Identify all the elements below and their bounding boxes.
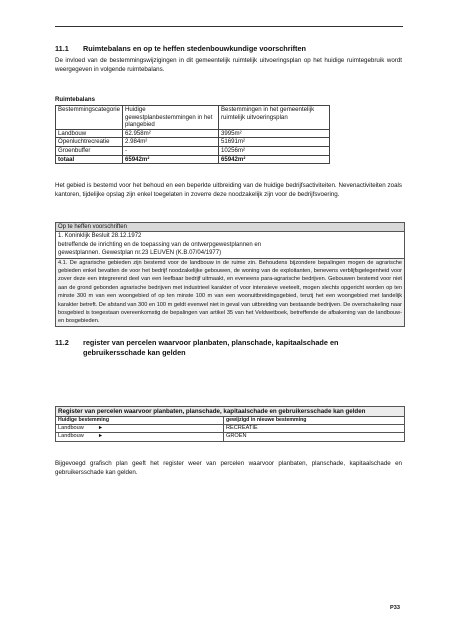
table-cell: totaal <box>56 155 123 164</box>
register-subheader <box>56 417 404 425</box>
col-right-header: gewijzigd in nieuwe bestemming <box>226 417 307 423</box>
register-box <box>55 406 405 442</box>
section-number: 11.2 <box>55 338 69 347</box>
table-row <box>56 129 330 138</box>
ruimtebalans-label: Ruimtebalans <box>55 96 95 103</box>
table-cell: Openluchtrecreatie <box>56 138 123 147</box>
to-cell: GROEN <box>226 433 247 440</box>
voorschriften-source <box>56 232 404 258</box>
voorschriften-box <box>55 222 405 327</box>
table-row <box>56 146 330 155</box>
source-line: betreffende de inrichting en de toepassing van de ontwerpgewestplannen en <box>58 241 262 248</box>
intro-paragraph: De invloed van de bestemmingswijzigingen in dit gemeentelijk ruimtelijk uitvoeringsplan op het huidige ruimtegebruik wordt weergegeven in volgende ruimtebalans. <box>55 57 402 73</box>
source-line: gewestplannen. Gewestplan nr.23 LEUVEN (K.B.07/04/1977) <box>58 250 222 257</box>
register-paragraph: Bijgevoegd grafisch plan geeft het register weer van percelen waarvoor planbaten, planschade, kapitaalschade en gebruikersschade kan gelden. <box>55 460 402 476</box>
table-cell: 51691m² <box>218 138 329 147</box>
table-cell: 10256m² <box>218 146 329 155</box>
from-cell <box>56 425 224 432</box>
source-line: 1. Koninklijk Besluit 28.12.1972 <box>58 233 142 240</box>
table-cell: 65942m² <box>218 155 329 164</box>
table-header-row <box>56 106 330 130</box>
table-cell: 2.984m² <box>122 138 218 147</box>
voorschriften-header: Op te heffen voorschriften <box>56 223 404 232</box>
activity-paragraph: Het gebied is bestemd voor het behoud en een beperkte uitbreiding van de huidige bedrijfsactiviteiten. Nevenactiviteiten zoals kantoren, tijdelijke opslag zijn enkel toegelaten in zoverre deze noodzakelijk zijn voor de bedrijfsvoering. <box>55 182 402 198</box>
header-cell: Bestemmingen in het gemeentelijk ruimtelijk uitvoeringsplan <box>218 106 329 130</box>
from-label: Landbouw <box>58 425 84 432</box>
table-cell: 65942m² <box>122 155 218 164</box>
section-number: 11.1 <box>55 44 69 53</box>
table-cell: 62.958m² <box>122 129 218 138</box>
register-row <box>56 433 404 440</box>
header-cell: Bestemmingscategorie <box>56 106 123 130</box>
register-header: Register van percelen waarvoor planbaten, planschade, kapitaalschade en gebruikersschade kan gelden <box>56 407 404 417</box>
voorschriften-body: 4.1. De agrarische gebieden zijn bestemd voor de landbouw in de ruime zin. Behoudens bijzondere bepalingen mogen de agrarische gebieden enkel bevatten de voor het bedrijf noodzakelijke gebouwen, de woning van de exploitanten, benevens verblijfsgelegenheid voor zover deze een integrerend deel van een leefbaar bedrijf uitmaakt, en eveneens para-agrarische bedrijven. Gebouwen bestemd voor niet aan de grond gebonden agrarische bedrijven met industrieel karakter of voor intensieve veeteelt, mogen slechts opgericht worden op ten minste 300 m van een woongebied of op ten minste 100 m van een woonuitbreidingsgebied, tenzij het een woongebied met landelijk karakter betreft. De afstand van 300 en 100 m geldt evenwel niet in geval van uitbreiding van bestaande bedrijven. De overschakeling naar bosgebied is toegestaan overeenkomstig de bepalingen van artikel 35 van het Veldwetboek, betreffende de afbakening van de landbouw- en bosgebieden. <box>58 259 402 325</box>
section-title: register van percelen waarvoor planbaten, planschade, kapitaalschade en gebruikersschade kan gelden <box>83 338 339 357</box>
to-cell: RECREATIE <box>226 425 258 432</box>
ruimtebalans-table <box>55 105 330 164</box>
table-cell: - <box>122 146 218 155</box>
table-cell: 3995m² <box>218 129 329 138</box>
header-cell: Huidige gewestplanbestemmingen in het plangebied <box>122 106 218 130</box>
right-triangle-icon: ► <box>97 433 104 440</box>
page-number: P33 <box>390 605 400 611</box>
table-cell: Groenbuffer <box>56 146 123 155</box>
table-cell: Landbouw <box>56 129 123 138</box>
section-heading-11-1 <box>55 44 383 54</box>
section-title: Ruimtebalans en op te heffen stedenbouwkundige voorschriften <box>83 44 306 53</box>
register-row <box>56 425 404 433</box>
from-label: Landbouw <box>58 433 84 440</box>
section-heading-11-2 <box>55 338 383 358</box>
col-left-header: Huidige bestemming <box>56 417 224 424</box>
total-row <box>56 155 330 164</box>
top-rule <box>55 26 403 27</box>
right-triangle-icon: ► <box>97 425 104 432</box>
table-row <box>56 138 330 147</box>
from-cell <box>56 433 224 440</box>
